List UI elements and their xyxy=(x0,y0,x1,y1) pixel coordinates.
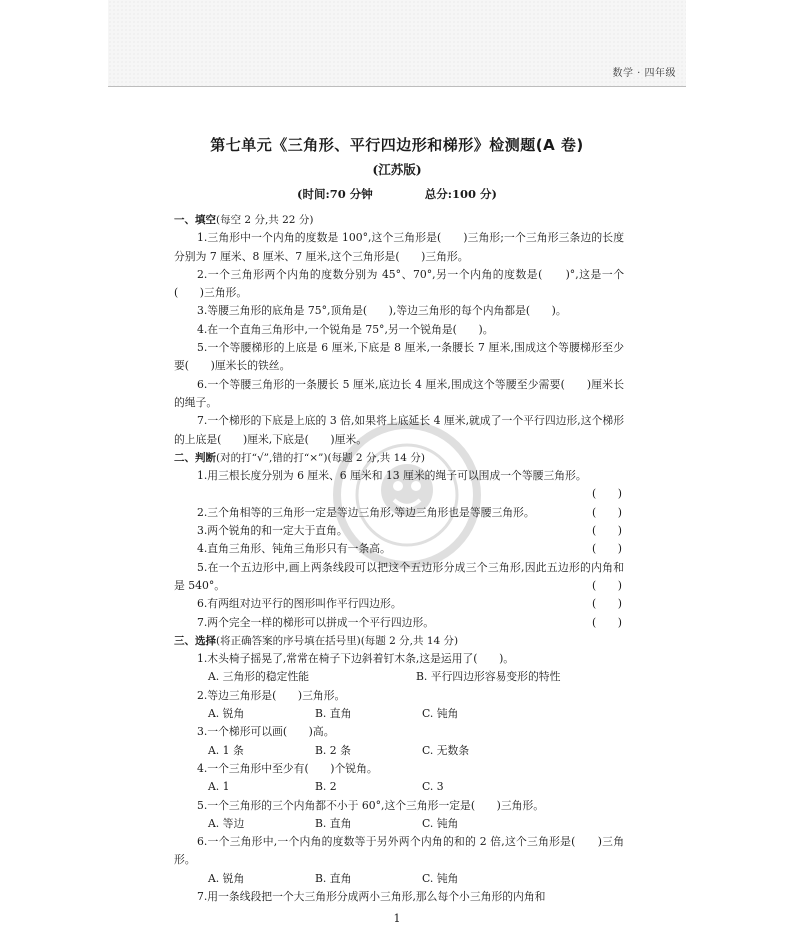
page-number: 1 xyxy=(393,912,401,925)
choice-question-6: 6.一个三角形中,一个内角的度数等于另外两个内角的和的 2 倍,这个三角形是( )三角形。 xyxy=(174,835,624,867)
choice-option: A. 1 条 xyxy=(208,743,244,757)
answer-paren: ( ) xyxy=(591,487,622,501)
fill-blank-question-5: 5.一个等腰梯形的上底是 6 厘米,下底是 8 厘米,一条腰长 7 厘米,围成这个等腰梯形至少要( )厘米长的铁丝。 xyxy=(174,341,624,373)
fill-blank-question-6: 6.一个等腰三角形的一条腰长 5 厘米,底边长 4 厘米,围成这个等腰至少需要( )厘米长的绳子。 xyxy=(174,377,624,409)
answer-paren: ( ) xyxy=(591,542,622,556)
choice-question-4: 4.一个三角形中至少有( )个锐角。 xyxy=(197,761,378,775)
answer-paren: ( ) xyxy=(591,578,622,592)
header-band xyxy=(108,0,686,87)
judge-question-3: 3.两个锐角的和一定大于直角。 ( ) xyxy=(174,522,624,540)
fill-blank-question-4: 4.在一个直角三角形中,一个锐角是 75°,另一个锐角是( )。 xyxy=(197,322,494,336)
choice-question-7: 7.用一条线段把一个大三角形分成两小三角形,那么每个小三角形的内角和 xyxy=(197,889,546,903)
choice-option: B. 平行四边形容易变形的特性 xyxy=(416,670,561,684)
header-subject-label: 数学 · 四年级 xyxy=(612,68,676,79)
choice-option: C. 钝角 xyxy=(422,871,459,885)
choice-options xyxy=(174,742,624,760)
section-1-heading: 一、填空(每空 2 分,共 22 分) xyxy=(174,214,314,226)
fill-blank-question-1: 1.三角形中一个内角的度数是 100°,这个三角形是( )三角形;一个三角形三条边的长度分别为 7 厘米、8 厘米、7 厘米,这个三角形是( )三角形。 xyxy=(174,231,624,263)
answer-paren: ( ) xyxy=(591,505,622,519)
exam-score: 总分:100 分) xyxy=(424,187,497,201)
answer-paren: ( ) xyxy=(591,597,622,611)
choice-option: A. 1 xyxy=(208,780,230,794)
choice-option: C. 钝角 xyxy=(422,816,459,830)
choice-option: A. 等边 xyxy=(208,816,245,830)
choice-options xyxy=(174,815,624,833)
choice-option: B. 2 xyxy=(315,780,337,794)
choice-question-2: 2.等边三角形是( )三角形。 xyxy=(197,688,346,702)
section-2-heading: 二、判断(对的打“√”,错的打“×”)(每题 2 分,共 14 分) xyxy=(174,451,425,464)
choice-options xyxy=(174,870,624,888)
choice-question-5: 5.一个三角形的三个内角都不小于 60°,这个三角形一定是( )三角形。 xyxy=(197,798,545,812)
fill-blank-question-3: 3.等腰三角形的底角是 75°,顶角是( ),等边三角形的每个内角都是( )。 xyxy=(197,304,567,318)
choice-option: A. 锐角 xyxy=(208,707,245,721)
choice-options xyxy=(174,668,624,686)
exam-body xyxy=(174,211,624,906)
fill-blank-question-7: 7.一个梯形的下底是上底的 3 倍,如果将上底延长 4 厘米,就成了一个平行四边形,这个梯形的上底是( )厘米,下底是( )厘米。 xyxy=(174,414,624,446)
judge-question-7: 7.两个完全一样的梯形可以拼成一个平行四边形。 ( ) xyxy=(174,614,624,632)
choice-option: B. 2 条 xyxy=(315,743,351,757)
section-3-heading: 三、选择(将正确答案的序号填在括号里)(每题 2 分,共 14 分) xyxy=(174,634,459,647)
choice-option: B. 直角 xyxy=(315,816,352,830)
choice-option: C. 钝角 xyxy=(422,707,459,721)
answer-paren: ( ) xyxy=(591,524,622,538)
answer-paren: ( ) xyxy=(591,615,622,629)
exam-time: (时间:70 分钟 xyxy=(297,187,373,201)
choice-option: C. 3 xyxy=(422,780,444,794)
judge-question-4: 4.直角三角形、钝角三角形只有一条高。 ( ) xyxy=(174,540,624,558)
choice-option: B. 直角 xyxy=(315,707,352,721)
page-subtitle: (江苏版) xyxy=(372,162,422,177)
choice-options xyxy=(174,778,624,796)
judge-question-2: 2.三个角相等的三角形一定是等边三角形,等边三角形也是等腰三角形。 ( ) xyxy=(174,504,624,522)
choice-option: C. 无数条 xyxy=(422,743,470,757)
choice-option: A. 三角形的稳定性能 xyxy=(208,670,310,684)
choice-option: B. 直角 xyxy=(315,871,352,885)
choice-question-3: 3.一个梯形可以画( )高。 xyxy=(197,725,335,739)
judge-question-1: 1.用三根长度分别为 6 厘米、6 厘米和 13 厘米的绳子可以围成一个等腰三角形。 xyxy=(197,469,587,483)
choice-question-1: 1.木头椅子摇晃了,常常在椅子下边斜着钉木条,这是运用了( )。 xyxy=(197,652,515,666)
judge-question-6: 6.有两组对边平行的图形叫作平行四边形。 ( ) xyxy=(174,595,624,613)
exam-meta xyxy=(0,186,794,202)
choice-options xyxy=(174,705,624,723)
page-title: 第七单元《三角形、平行四边形和梯形》检测题(A 卷) xyxy=(210,136,584,154)
judge-question-5: 5.在一个五边形中,画上两条线段可以把这个五边形分成三个三角形,因此五边形的内角和是 540°。 xyxy=(174,560,624,592)
fill-blank-question-2: 2.一个三角形两个内角的度数分别为 45°、70°,另一个内角的度数是( )°,这是一个( )三角形。 xyxy=(174,267,624,300)
choice-option: A. 锐角 xyxy=(208,871,245,885)
